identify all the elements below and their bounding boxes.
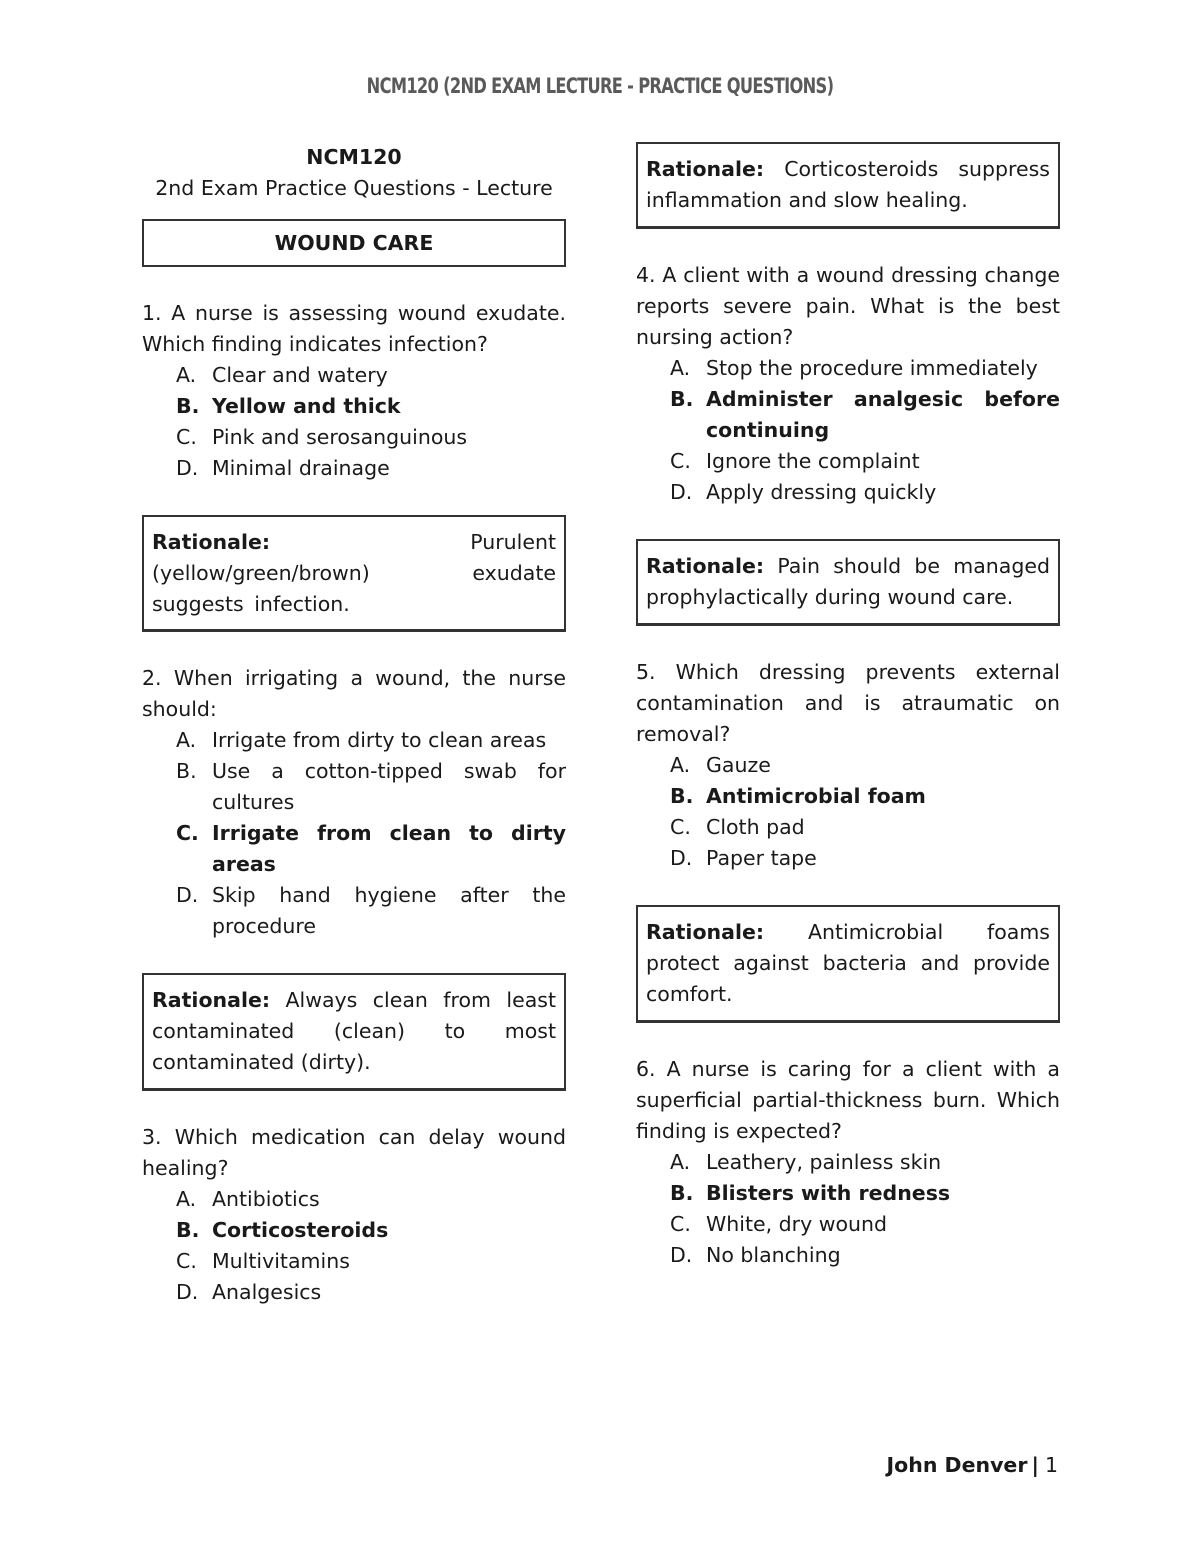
rationale-label: Rationale: [152,988,271,1012]
rationale-box-3 [636,142,1060,229]
option-a: A. Clear and watery [176,363,388,387]
option-c-correct: C. Irrigate from clean to dirty areas [176,821,566,876]
rationale-box-4 [636,539,1060,626]
option-d: D. Minimal drainage [176,456,390,480]
page-footer [887,1453,1058,1477]
section-heading: WOUND CARE [142,219,566,267]
question-2 [142,663,566,942]
option-list [142,360,566,484]
option-a: A. Antibiotics [176,1187,320,1211]
question-stem: 2. When irrigating a wound, the nurse should: [142,666,566,721]
rationale-box-5 [636,905,1060,1023]
option-c: C. White, dry wound [670,1212,888,1236]
option-a: A. Stop the procedure immediately [670,356,1038,380]
option-a: A. Irrigate from dirty to clean areas [176,728,547,752]
option-list [142,1184,566,1308]
question-stem: 4. A client with a wound dressing change reports severe pain. What is the best nursing action? [636,263,1060,349]
question-1 [142,298,566,484]
document-subtitle: 2nd Exam Practice Questions - Lecture [155,176,553,200]
option-c: C. Pink and serosanguinous [176,425,468,449]
rationale-label: Rationale: [646,157,765,181]
option-c: C. Multivitamins [176,1249,350,1273]
option-c: C. Ignore the complaint [670,449,920,473]
option-c: C. Cloth pad [670,815,805,839]
option-d: D. Analgesics [176,1280,322,1304]
rationale-text: Corticosteroids suppress inflammation and slow healing. [646,157,1050,212]
rationale-text: Always clean from least contaminated (clean) to most contaminated (dirty). [152,988,556,1074]
option-d: D. No blanching [670,1243,841,1267]
page-number: 1 [1044,1453,1058,1477]
option-b-correct: B. Administer analgesic before continuing [670,387,1060,442]
author-name: John Denver [886,1453,1028,1477]
option-list [142,725,566,942]
running-header: NCM120 (2ND EXAM LECTURE - PRACTICE QUESTIONS) [366,74,834,98]
rationale-text: Purulent (yellow/green/brown) exudate suggests infection. [152,530,556,616]
option-list [636,353,1060,508]
option-b-correct: B. Antimicrobial foam [670,784,926,808]
question-6 [636,1054,1060,1271]
option-list [636,750,1060,874]
question-stem: 6. A nurse is caring for a client with a superficial partial-thickness burn. Which finding is expected? [636,1057,1060,1143]
option-list [636,1147,1060,1271]
option-b-correct: B. Corticosteroids [176,1218,389,1242]
option-d: D. Apply dressing quickly [670,480,937,504]
option-b-correct: B. Blisters with redness [670,1181,951,1205]
question-5 [636,657,1060,874]
option-a: A. Gauze [670,753,771,777]
option-a: A. Leathery, painless skin [670,1150,942,1174]
question-stem: 3. Which medication can delay wound healing? [142,1125,566,1180]
footer-separator: | [1031,1453,1039,1477]
rationale-label: Rationale: [646,554,765,578]
option-b-correct: B. Yellow and thick [176,394,401,418]
rationale-label: Rationale: [646,920,765,944]
option-b: B. Use a cotton-tipped swab for cultures [176,759,566,814]
rationale-box-1 [142,515,566,632]
rationale-text: Pain should be managed prophylactically during wound care. [646,554,1050,609]
question-3 [142,1122,566,1308]
rationale-box-2 [142,973,566,1091]
rationale-text: Antimicrobial foams protect against bacteria and provide comfort. [646,920,1050,1006]
rationale-label: Rationale: [152,530,271,554]
right-column [636,142,1060,1271]
question-stem: 1. A nurse is assessing wound exudate. Which finding indicates infection? [142,301,566,356]
question-4 [636,260,1060,508]
document-title: NCM120 [306,145,402,169]
left-column [142,140,566,1308]
question-stem: 5. Which dressing prevents external contamination and is atraumatic on removal? [636,660,1060,746]
option-d: D. Paper tape [670,846,817,870]
option-d: D. Skip hand hygiene after the procedure [176,883,566,938]
